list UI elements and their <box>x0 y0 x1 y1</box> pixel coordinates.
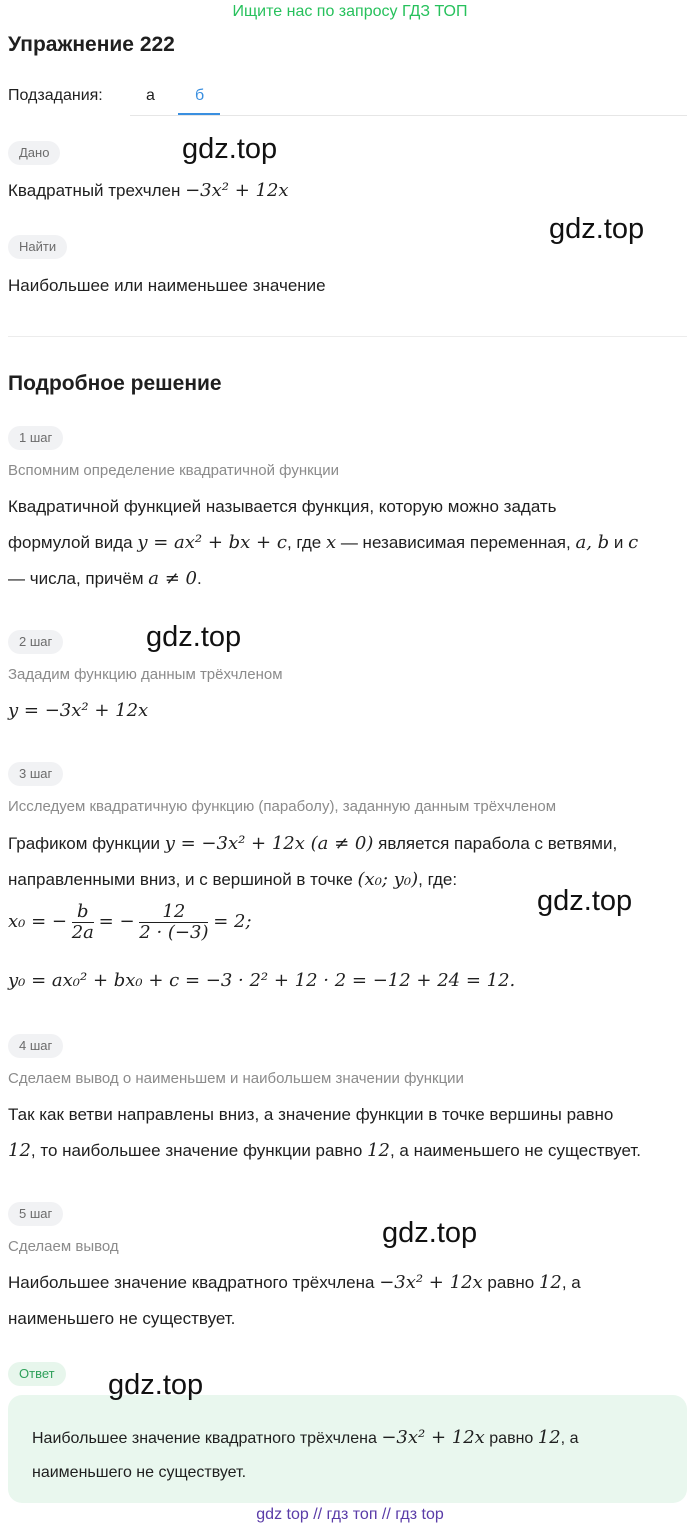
step-1-chip: 1 шаг <box>8 426 63 450</box>
step-3-line-2: направленными вниз, и с вершиной в точке (x₀; y₀), где: <box>8 869 458 890</box>
step-3-desc: Исследуем квадратичную функцию (параболу), заданную данным трёхчленом <box>8 798 557 815</box>
watermark: gdz.top <box>537 885 633 917</box>
answer-line-1: Наибольшее значение квадратного трёхчлена −3x² + 12x равно 12, а <box>32 1427 579 1448</box>
watermark: gdz.top <box>182 133 278 165</box>
subtasks-label: Подзадания: <box>8 87 103 104</box>
step-5-chip: 5 шаг <box>8 1202 63 1226</box>
step-1-line-2: формулой вида y = ax² + bx + c, где x — независимая переменная, a, b и c <box>8 532 639 553</box>
step-4-desc: Сделаем вывод о наименьшем и наибольшем значении функции <box>8 1070 464 1087</box>
step-5-line-2: наименьшего не существует. <box>8 1309 236 1328</box>
find-text: Наибольшее или наименьшее значение <box>8 276 326 295</box>
step-1-line-1: Квадратичной функцией называется функция, которую можно задать <box>8 497 557 516</box>
tabs-divider <box>130 115 687 116</box>
active-tab-indicator <box>178 113 220 115</box>
find-chip: Найти <box>8 235 67 259</box>
given-math: −3x² + 12x <box>185 180 289 201</box>
answer-chip: Ответ <box>8 1362 66 1386</box>
watermark: gdz.top <box>549 213 645 245</box>
footer-links[interactable]: gdz top // гдз топ // гдз top <box>256 1506 444 1523</box>
step-3-chip: 3 шаг <box>8 762 63 786</box>
step-4-chip: 4 шаг <box>8 1034 63 1058</box>
tab-a[interactable]: а <box>146 87 155 104</box>
tab-b[interactable]: б <box>195 87 205 104</box>
watermark: gdz.top <box>146 621 242 653</box>
solution-title: Подробное решение <box>8 372 222 395</box>
given-chip: Дано <box>8 141 60 165</box>
step-3-x0-formula: x₀ = − $\frac{b}{2a}$ = − $\frac{12}{2 \cdot (-3)}$ = 2; <box>8 901 252 943</box>
step-4-line-2: 12, то наибольшее значение функции равно 12, а наименьшего не существует. <box>8 1140 642 1161</box>
step-2-math: y = −3x² + 12x <box>8 700 149 721</box>
step-5-desc: Сделаем вывод <box>8 1238 119 1255</box>
step-2-chip: 2 шаг <box>8 630 63 654</box>
page-title: Упражнение 222 <box>8 33 175 56</box>
answer-box <box>8 1395 687 1503</box>
step-5-line-1: Наибольшее значение квадратного трёхчлена −3x² + 12x равно 12, а <box>8 1272 581 1293</box>
step-3-line-1: Графиком функции y = −3x² + 12x (a ≠ 0) является парабола с ветвями, <box>8 833 618 854</box>
watermark: gdz.top <box>382 1217 478 1249</box>
answer-line-2: наименьшего не существует. <box>32 1464 247 1481</box>
section-divider <box>8 336 687 337</box>
step-4-line-1: Так как ветви направлены вниз, а значение функции в точке вершины равно <box>8 1105 614 1124</box>
step-1-desc: Вспомним определение квадратичной функции <box>8 462 340 479</box>
search-banner[interactable]: Ищите нас по запросу ГДЗ ТОП <box>232 3 468 20</box>
given-text: Квадратный трехчлен −3x² + 12x <box>8 180 289 201</box>
watermark: gdz.top <box>108 1369 204 1401</box>
step-3-y0-formula: y₀ = ax₀² + bx₀ + c = −3 · 2² + 12 · 2 = −12 + 24 = 12. <box>8 970 516 991</box>
step-2-desc: Зададим функцию данным трёхчленом <box>8 666 283 683</box>
step-1-line-3: — числа, причём a ≠ 0. <box>8 568 202 589</box>
